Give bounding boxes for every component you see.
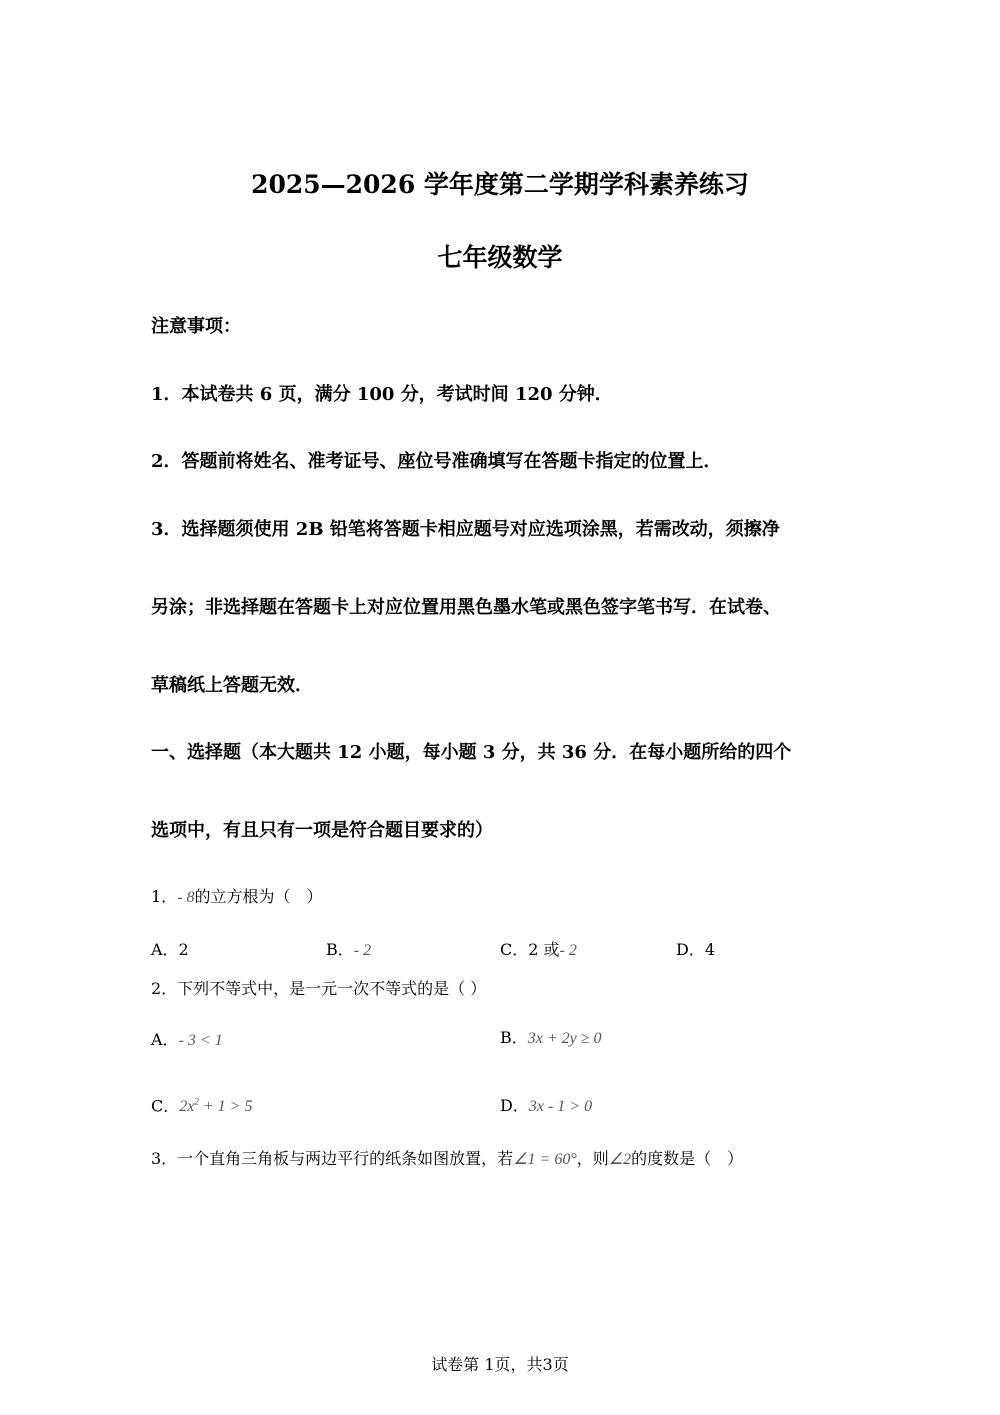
question-1-number: 1． (151, 887, 178, 906)
question-3-angle-2: ∠2 (608, 1151, 632, 1168)
question-2-option-b-label: B． (500, 1028, 528, 1047)
question-2-option-a-label: A． (151, 1030, 179, 1049)
question-2-option-c (151, 1098, 252, 1115)
exam-title: 2025—2026 学年度第二学期学科素养练习 (251, 170, 749, 199)
question-1-stem (151, 889, 323, 906)
question-1-math: - 8 (177, 889, 195, 906)
question-1-option-c-label: C．2 或 (500, 940, 560, 959)
question-2-option-c-base: 2x (179, 1098, 195, 1116)
question-2-stem: 2．下列不等式中，是一元一次不等式的是（ ） (151, 979, 487, 998)
page-footer: 试卷第 1页，共3页 (431, 1355, 569, 1374)
question-1-option-c (500, 942, 577, 959)
notice-item-1: 1．本试卷共 6 页，满分 100 分，考试时间 120 分钟． (151, 384, 613, 405)
question-3-text-post: 的度数是（ ） (631, 1149, 744, 1168)
question-1-option-a: A．2 (151, 940, 189, 959)
section-1-heading-line-2: 选项中，有且只有一项是符合题目要求的） (151, 820, 493, 841)
question-3-stem (151, 1151, 743, 1168)
question-3-text-mid: ，则 (576, 1149, 609, 1168)
question-2-option-a (151, 1032, 223, 1049)
question-1-option-b-math: - 2 (353, 942, 372, 959)
exam-subtitle: 七年级数学 (437, 243, 563, 272)
question-2-option-d-math: 3x - 1 > 0 (528, 1098, 593, 1115)
notice-item-3-line-2: 另涂；非选择题在答题卡上对应位置用黑色墨水笔或黑色签字笔书写．在试卷、 (151, 597, 781, 618)
question-2-option-c-rest: + 1 > 5 (198, 1098, 253, 1116)
notice-heading: 注意事项： (151, 316, 241, 337)
question-1-option-b (326, 942, 371, 959)
section-1-heading-line-1: 一、选择题（本大题共 12 小题，每小题 3 分，共 36 分．在每小题所给的四个 (151, 742, 792, 763)
question-1-option-c-math: - 2 (559, 942, 577, 959)
question-2-option-d-label: D． (500, 1096, 529, 1115)
notice-item-3-line-3: 草稿纸上答题无效． (151, 675, 313, 696)
question-3-text-pre: 3．一个直角三角板与两边平行的纸条如图放置，若 (151, 1149, 514, 1168)
notice-item-2: 2．答题前将姓名、准考证号、座位号准确填写在答题卡指定的位置上． (151, 451, 722, 472)
question-1-text: 的立方根为（ ） (194, 887, 323, 906)
question-2-option-c-exponent: 2 (194, 1097, 199, 1107)
question-1-option-d: D．4 (676, 940, 716, 959)
question-2-option-c-label: C． (151, 1096, 180, 1116)
question-1-option-b-label: B． (326, 940, 354, 959)
question-2-option-b-math: 3x + 2y ≥ 0 (527, 1030, 602, 1047)
question-2-option-a-math: - 3 < 1 (178, 1032, 223, 1049)
question-2-option-c-math (179, 1098, 252, 1115)
question-2-option-d (500, 1098, 592, 1115)
notice-item-3-line-1: 3．选择题须使用 2B 铅笔将答题卡相应题号对应选项涂黑，若需改动，须擦净 (151, 519, 780, 540)
question-2-option-b (500, 1030, 602, 1047)
question-3-angle-1: ∠1 = 60° (513, 1151, 577, 1168)
